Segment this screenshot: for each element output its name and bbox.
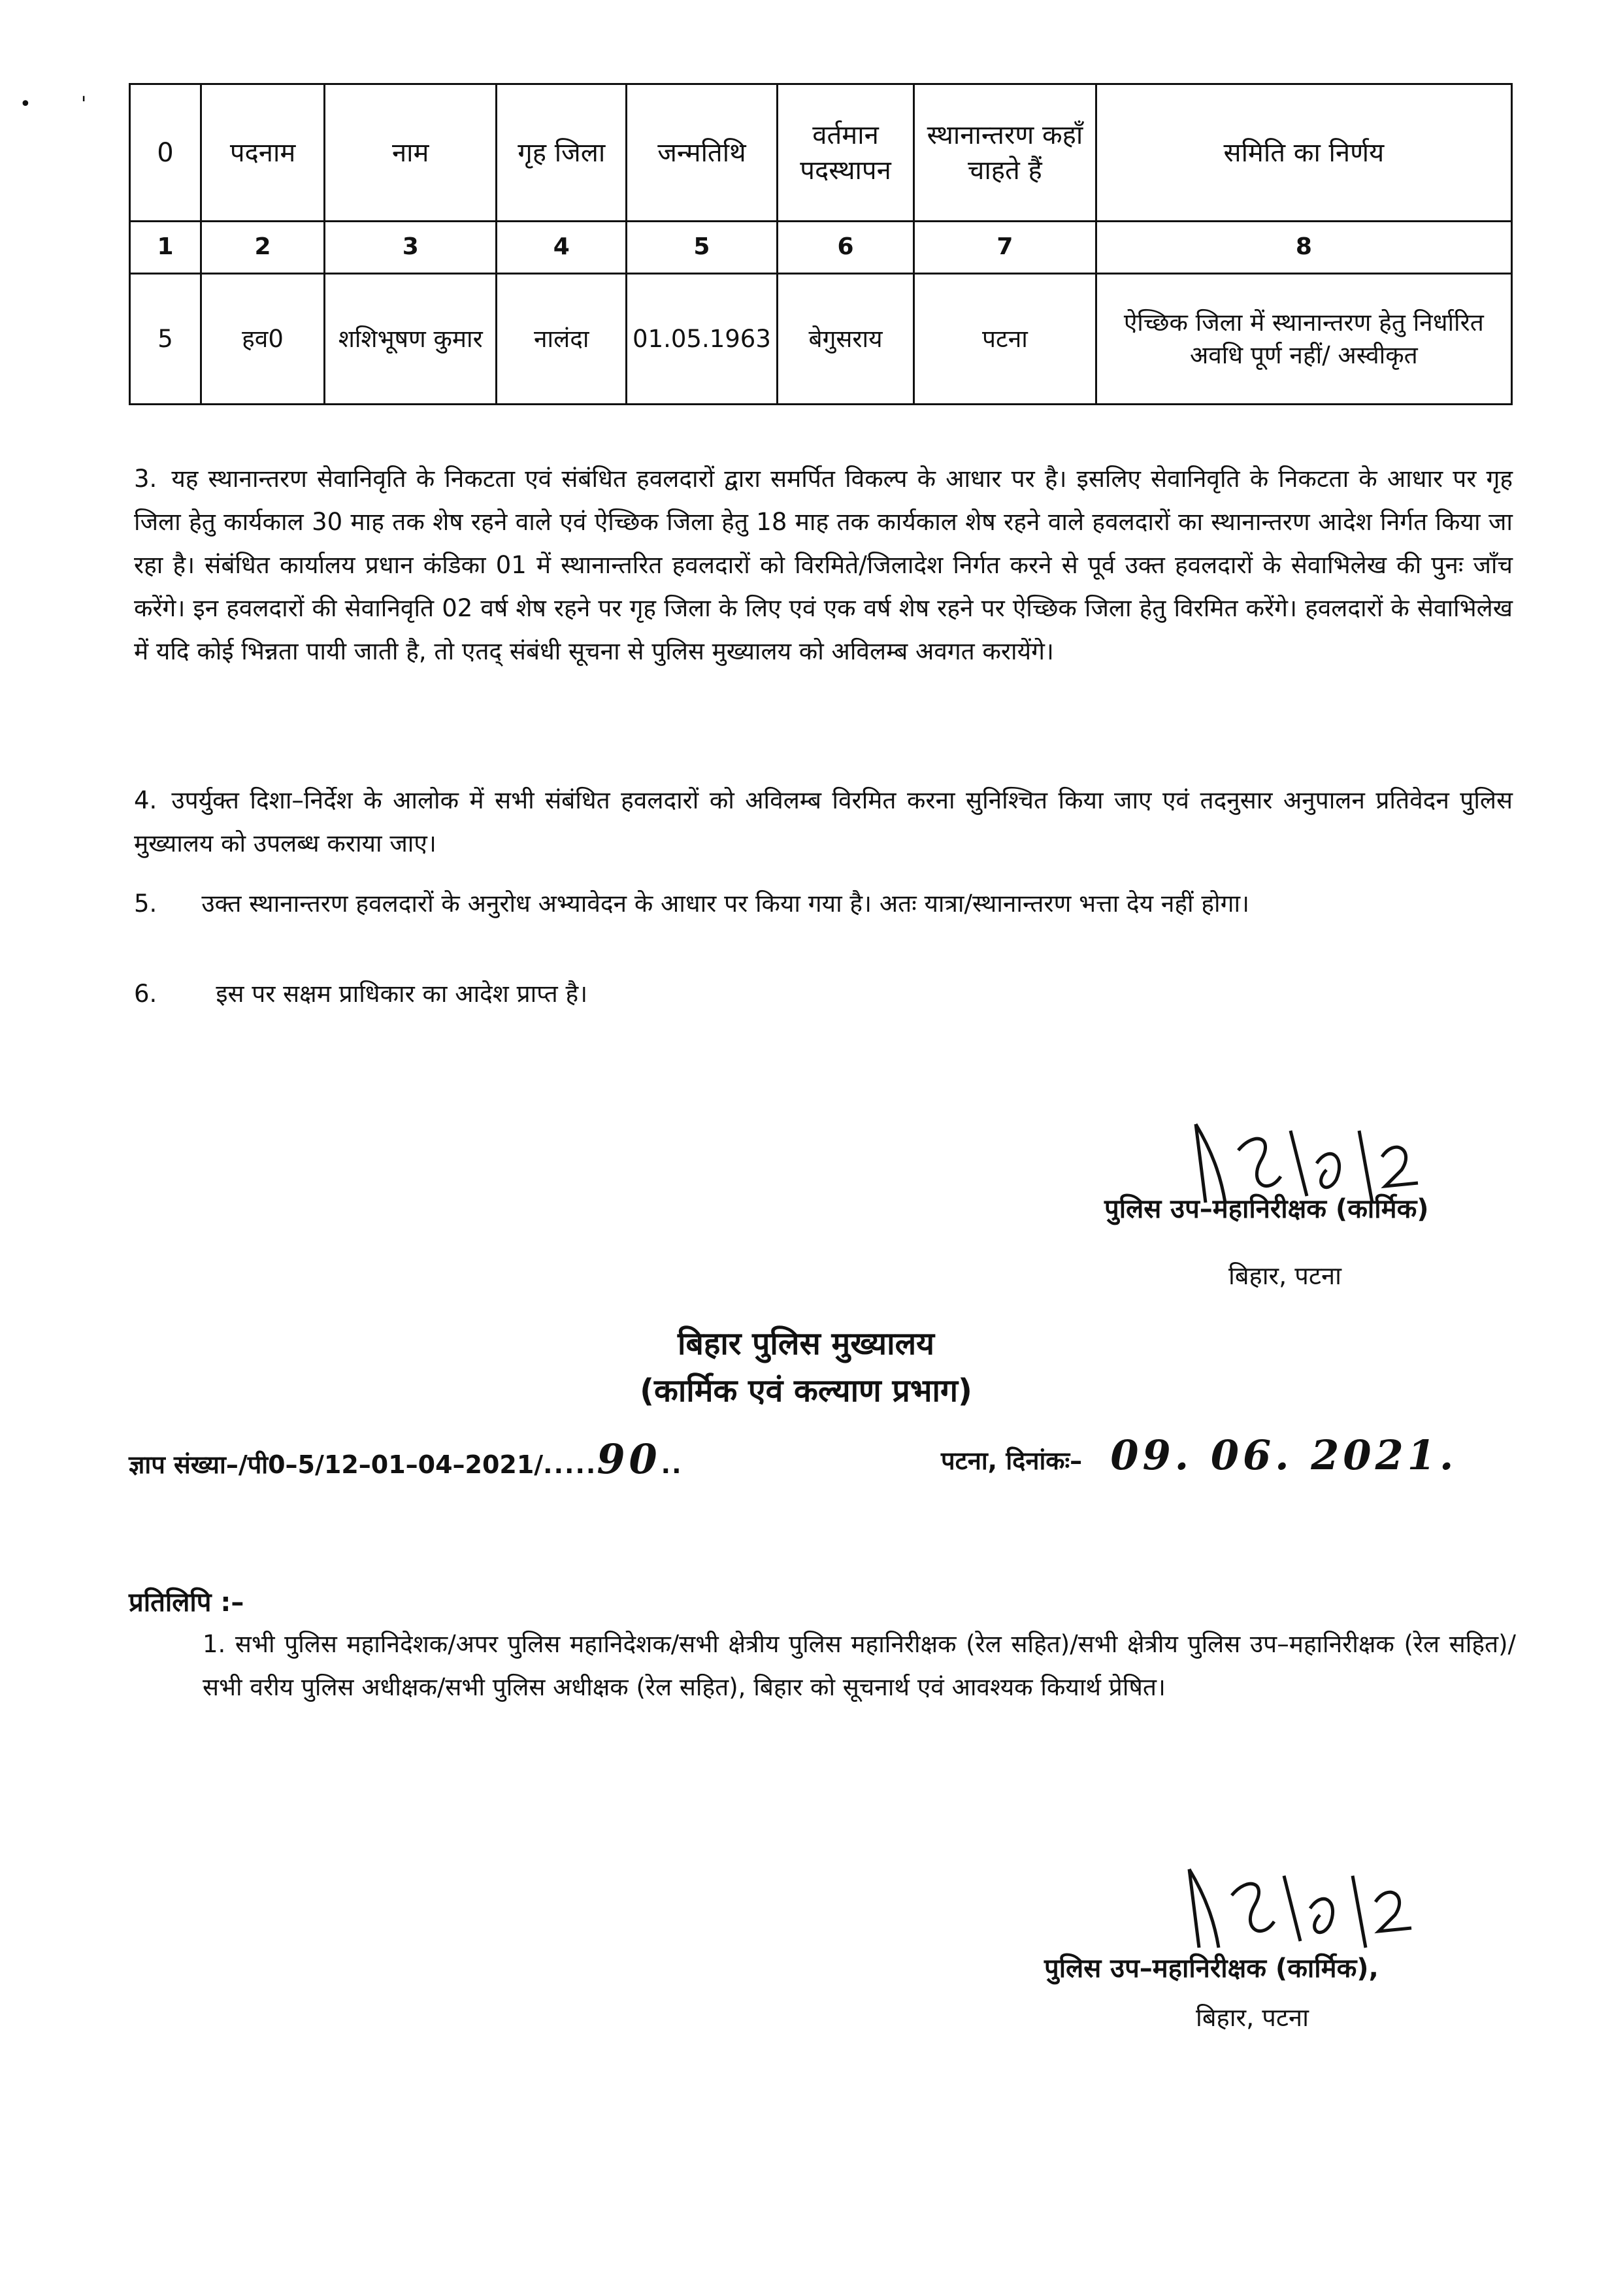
- signatory-title: पुलिस उप–महानिरीक्षक (कार्मिक): [1104, 1194, 1429, 1224]
- header-home-district: गृह जिला: [497, 84, 627, 222]
- header-dob: जन्मतिथि: [627, 84, 778, 222]
- col-number: 2: [201, 222, 325, 274]
- signatory2-place: बिहार, पटना: [1196, 2003, 1309, 2032]
- memo-date-label: पटना, दिनांकः–: [941, 1446, 1083, 1475]
- copy-item: 1. सभी पुलिस महानिदेशक/अपर पुलिस महानिदेशक/सभी क्षेत्रीय पुलिस महानिरीक्षक (रेल सहित)/सभी क्षेत्रीय पुलिस उप–महानिरीक्षक (रेल सहित)/सभी वरीय पुलिस अधीक्षक/सभी पुलिस अधीक्षक (रेल सहित), बिहार को सूचनार्थ एवं आवश्यक कियार्थ प्रेषित।: [203, 1630, 1516, 1701]
- paragraph-5: [134, 882, 1454, 925]
- office-name: बिहार पुलिस मुख्यालय: [678, 1325, 934, 1362]
- paragraph-number: 6.: [134, 980, 157, 1008]
- copy-heading: प्रतिलिपि :–: [129, 1588, 244, 1618]
- header-designation: पदनाम: [201, 84, 325, 222]
- col-number: 8: [1096, 222, 1511, 274]
- col-number: 3: [325, 222, 497, 274]
- cell-dob: 01.05.1963: [627, 274, 778, 405]
- signatory2-title: पुलिस उप–महानिरीक्षक (कार्मिक),: [1044, 1954, 1379, 1984]
- paragraph-6: [134, 973, 1513, 1016]
- header-current-posting: वर्तमान पदस्थापन: [777, 84, 913, 222]
- memo-dots: .....: [543, 1450, 597, 1479]
- cell-committee-decision: ऐच्छिक जिला में स्थानान्तरण हेतु निर्धारित अवधि पूर्ण नहीं/ अस्वीकृत: [1096, 274, 1511, 405]
- paragraph-text: यह स्थानान्तरण सेवानिवृति के निकटता एवं संबंधित हवलदारों द्वारा समर्पित विकल्प के आधार पर है। इसलिए सेवानिवृति के निकटता के आधार पर गृह जिला हेतु कार्यकाल 30 माह तक शेष रहने वाले एवं ऐच्छिक जिला हेतु 18 माह तक कार्यकाल शेष रहने वाले हवलदारों का स्थानान्तरण आदेश निर्गत किया जा रहा है। संबंधित कार्यालय प्रधान कंडिका 01 में स्थानान्तरित हवलदारों को विरमिते/जिलादेश निर्गत करने से पूर्व उक्त हवलदारों के सेवाभिलेख की पुनः जाँच करेंगे। इन हवलदारों की सेवानिवृति 02 वर्ष शेष रहने पर गृह जिला के लिए एवं एक वर्ष शेष रहने पर ऐच्छिक जिला हेतु विरमित करेंगे। हवलदारों के सेवाभिलेख में यदि कोई भिन्नता पायी जाती है, तो एतद् संबंधी सूचना से पुलिस मुख्यालय को अविलम्ब अवगत करायेंगे।: [134, 465, 1513, 665]
- signature-image-2: [1170, 1850, 1444, 1961]
- paragraph-text: उक्त स्थानान्तरण हवलदारों के अनुरोध अभ्यावेदन के आधार पर किया गया है। अतः यात्रा/स्थानान्तरण भत्ता देय नहीं होगा।: [201, 890, 1250, 918]
- cell-designation: हव0: [201, 274, 325, 405]
- cell-transfer-wish: पटना: [914, 274, 1096, 405]
- memo-number: 90: [597, 1435, 661, 1483]
- col-number: 5: [627, 222, 778, 274]
- table-row: [130, 274, 1512, 405]
- paragraph-number: 4.: [134, 786, 157, 814]
- memo-dots: ..: [661, 1450, 683, 1479]
- header-committee-decision: समिति का निर्णय: [1096, 84, 1511, 222]
- header-transfer-wish: स्थानान्तरण कहाँ चाहते हैं: [914, 84, 1096, 222]
- paragraph-number: 3.: [134, 465, 157, 493]
- paragraph-3: [134, 458, 1513, 673]
- col-number: 1: [130, 222, 201, 274]
- header-serial: 0: [130, 84, 201, 222]
- memo-label: ज्ञाप संख्या–/पी0–5/12–01–04–2021/: [129, 1450, 544, 1479]
- col-number: 7: [914, 222, 1096, 274]
- cell-name: शशिभूषण कुमार: [325, 274, 497, 405]
- cell-current-posting: बेगुसराय: [777, 274, 913, 405]
- paragraph-number: 5.: [134, 890, 157, 918]
- cell-serial: 5: [130, 274, 201, 405]
- memo-date-line: [941, 1431, 1457, 1479]
- header-name: नाम: [325, 84, 497, 222]
- table-header-row: [130, 84, 1512, 222]
- table-column-number-row: [130, 222, 1512, 274]
- transfer-table: [129, 83, 1513, 405]
- memo-number-line: [129, 1435, 683, 1483]
- paragraph-4: [134, 779, 1513, 865]
- paragraph-text: उपर्युक्त दिशा–निर्देश के आलोक में सभी संबंधित हवलदारों को अविलम्ब विरमित करना सुनिश्चित किया जाए एवं तदनुसार अनुपालन प्रतिवेदन पुलिस मुख्यालय को उपलब्ध कराया जाए।: [134, 786, 1513, 857]
- signatory-place: बिहार, पटना: [1228, 1261, 1341, 1290]
- cell-home-district: नालंदा: [497, 274, 627, 405]
- col-number: 6: [777, 222, 913, 274]
- col-number: 4: [497, 222, 627, 274]
- office-division: (कार्मिक एवं कल्याण प्रभाग): [640, 1373, 972, 1409]
- memo-date: 09. 06. 2021.: [1110, 1431, 1458, 1479]
- scan-marks: • ': [20, 93, 87, 116]
- paragraph-text: इस पर सक्षम प्राधिकार का आदेश प्राप्त है।: [216, 980, 588, 1008]
